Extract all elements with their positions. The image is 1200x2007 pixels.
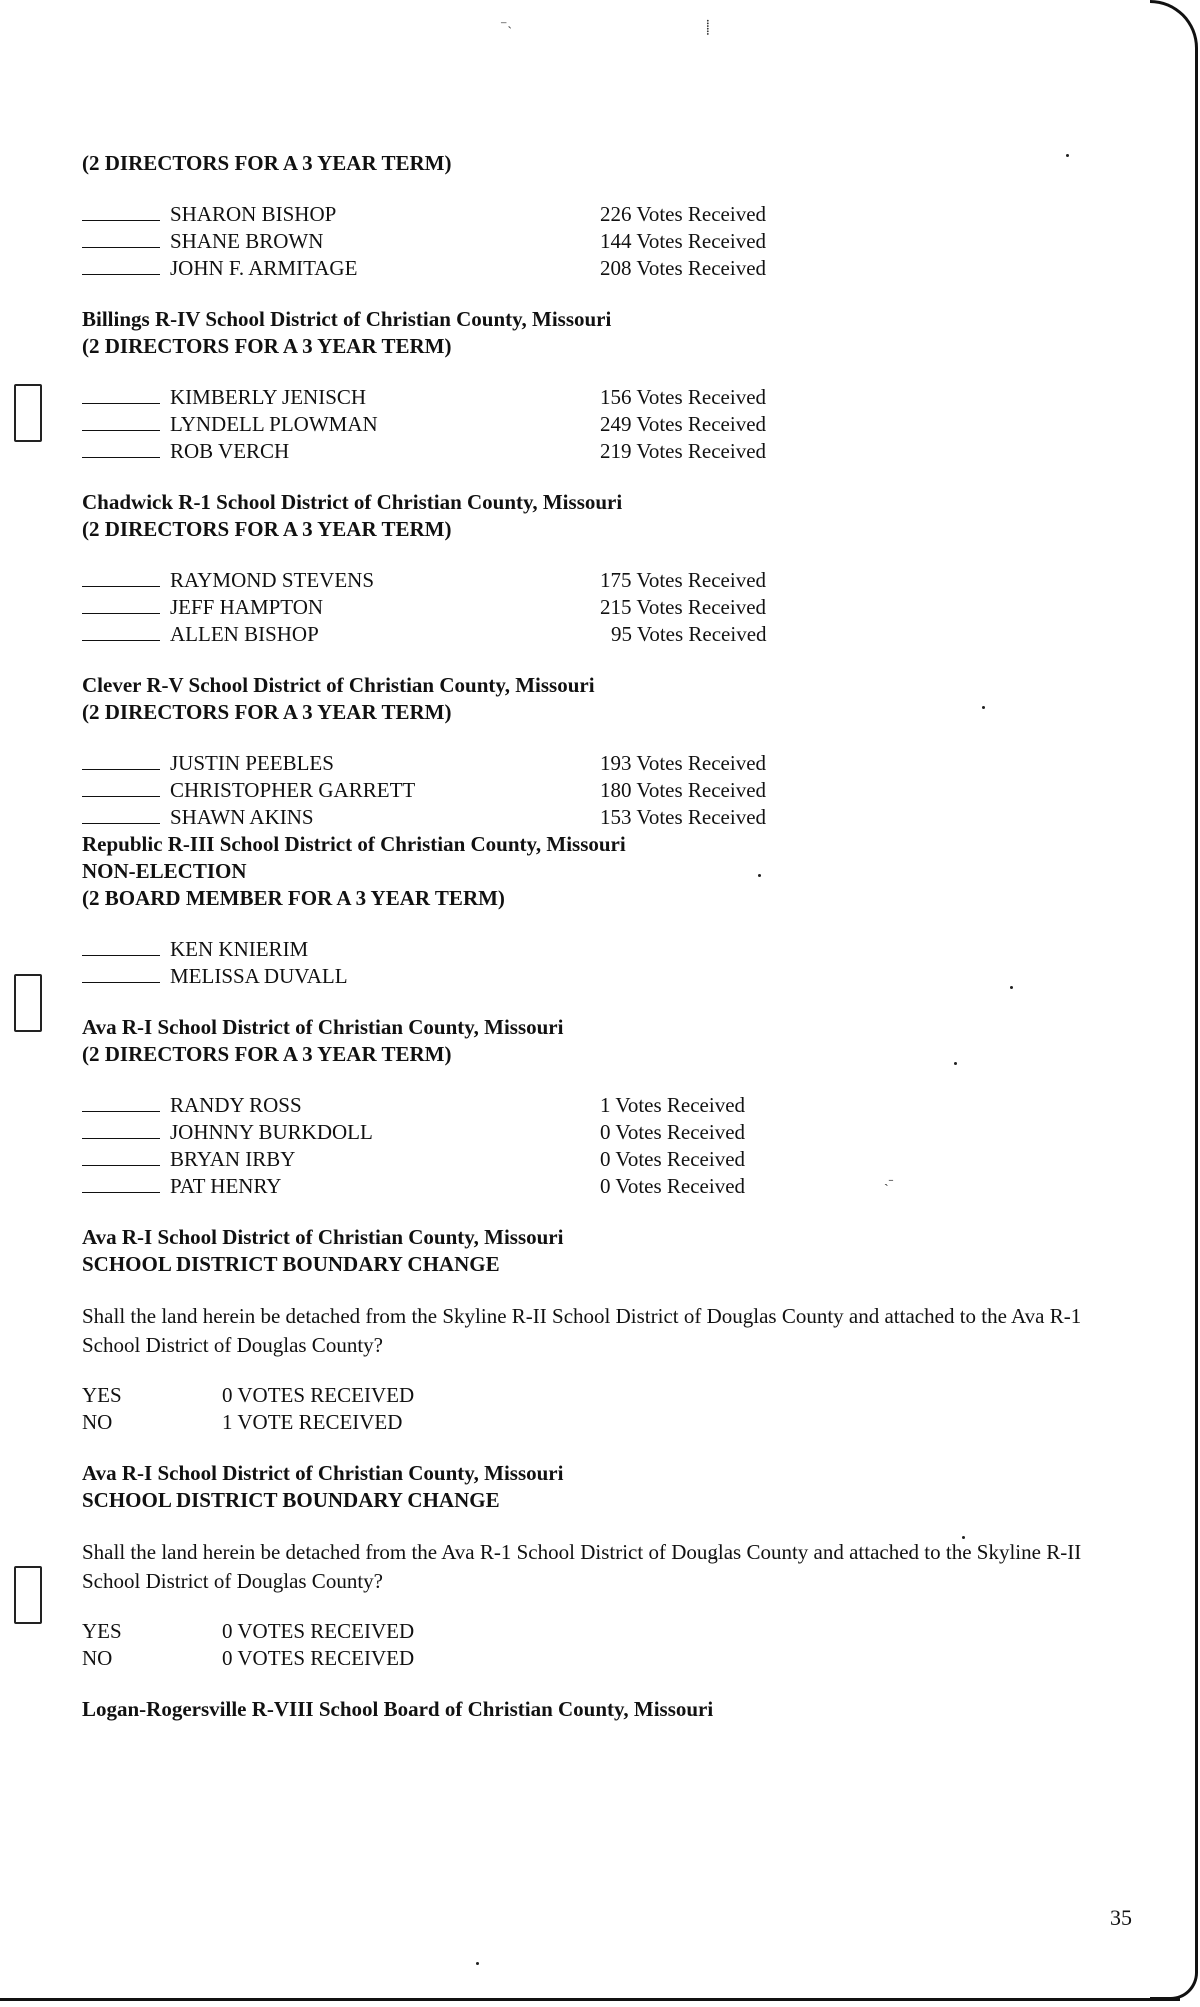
binder-hole xyxy=(14,974,42,1032)
tally-label: NO xyxy=(82,1646,113,1670)
candidate-row xyxy=(82,411,1102,438)
candidate-row xyxy=(82,750,1102,777)
boundary-change-section xyxy=(82,1224,1102,1436)
vote-blank xyxy=(82,1093,160,1112)
candidate-row xyxy=(82,804,1102,831)
candidate-name: JOHNNY BURKDOLL xyxy=(170,1120,373,1144)
candidate-row xyxy=(82,228,1102,255)
vote-blank xyxy=(82,439,160,458)
vote-tally xyxy=(82,1382,1102,1436)
scan-artifact: ⁻˴ xyxy=(500,19,513,34)
section-heading: (2 DIRECTORS FOR A 3 YEAR TERM) xyxy=(82,151,452,175)
district-heading: Ava R-I School District of Christian County, Missouri xyxy=(82,1461,564,1485)
candidate-row xyxy=(82,621,1102,648)
candidate-votes: 175 Votes Received xyxy=(600,568,767,592)
tally-row xyxy=(82,1409,1102,1436)
measure-heading: SCHOOL DISTRICT BOUNDARY CHANGE xyxy=(82,1252,500,1276)
vote-blank xyxy=(82,202,160,221)
candidate-votes: 219 Votes Received xyxy=(600,439,767,463)
page-number: 35 xyxy=(1110,1905,1132,1930)
candidate-row xyxy=(82,384,1102,411)
candidate-votes: 0 Votes Received xyxy=(600,1147,746,1171)
candidate-name: RANDY ROSS xyxy=(170,1093,302,1117)
candidate-name: LYNDELL PLOWMAN xyxy=(170,412,378,436)
district-heading: Republic R-III School District of Christian County, Missouri xyxy=(82,832,626,856)
election-section xyxy=(82,489,1102,648)
district-heading: Chadwick R-1 School District of Christian County, Missouri xyxy=(82,490,623,514)
term-heading: (2 DIRECTORS FOR A 3 YEAR TERM) xyxy=(82,1042,452,1066)
candidate-name: ROB VERCH xyxy=(170,439,290,463)
candidate-name: KEN KNIERIM xyxy=(170,937,309,961)
district-heading: Billings R-IV School District of Christian County, Missouri xyxy=(82,307,612,331)
vote-tally xyxy=(82,1618,1102,1672)
vote-blank xyxy=(82,229,160,248)
boundary-change-section xyxy=(82,1460,1102,1672)
candidate-votes: 0 Votes Received xyxy=(600,1120,746,1144)
candidate-votes: 226 Votes Received xyxy=(600,202,767,226)
district-heading: Ava R-I School District of Christian County, Missouri xyxy=(82,1015,564,1039)
candidate-row xyxy=(82,1092,1102,1119)
tally-row xyxy=(82,1645,1102,1672)
election-section xyxy=(82,150,1102,282)
vote-blank xyxy=(82,1147,160,1166)
scan-speck xyxy=(476,1962,479,1965)
election-section xyxy=(82,672,1102,831)
candidate-name: PAT HENRY xyxy=(170,1174,282,1198)
ballot-question: Shall the land herein be detached from the Skyline R-II School District of Douglas County and attached to the Ava R-1 School District of Douglas County? xyxy=(82,1304,1082,1357)
tally-label: NO xyxy=(82,1410,113,1434)
candidate-row xyxy=(82,438,1102,465)
candidate-votes: 193 Votes Received xyxy=(600,751,767,775)
candidate-votes: 249 Votes Received xyxy=(600,412,767,436)
candidate-name: SHANE BROWN xyxy=(170,229,324,253)
tally-value: 0 VOTES RECEIVED xyxy=(222,1646,415,1670)
document-body xyxy=(82,150,1102,1723)
candidate-row xyxy=(82,255,1102,282)
page-edge-border xyxy=(1150,0,1198,2000)
candidate-list xyxy=(82,384,1102,465)
page-bottom-border xyxy=(0,1998,1180,2001)
vote-blank xyxy=(82,1120,160,1139)
vote-blank xyxy=(82,385,160,404)
vote-blank xyxy=(82,568,160,587)
tally-label: YES xyxy=(82,1383,122,1407)
candidate-list xyxy=(82,1092,1102,1200)
candidate-list xyxy=(82,201,1102,282)
tally-row xyxy=(82,1618,1102,1645)
district-heading: Clever R-V School District of Christian County, Missouri xyxy=(82,673,595,697)
binder-hole xyxy=(14,1566,42,1624)
candidate-row xyxy=(82,1173,1102,1200)
candidate-list xyxy=(82,750,1102,831)
election-section xyxy=(82,1014,1102,1200)
tally-value: 1 VOTE RECEIVED xyxy=(222,1410,403,1434)
tally-label: YES xyxy=(82,1619,122,1643)
tally-row xyxy=(82,1382,1102,1409)
vote-blank xyxy=(82,622,160,641)
final-district-heading: Logan-Rogersville R-VIII School Board of Christian County, Missouri xyxy=(82,1697,714,1721)
candidate-votes: 0 Votes Received xyxy=(600,1174,746,1198)
vote-blank xyxy=(82,412,160,431)
candidate-votes: 1 Votes Received xyxy=(600,1093,746,1117)
candidate-name: BRYAN IRBY xyxy=(170,1147,296,1171)
candidate-votes: 180 Votes Received xyxy=(600,778,767,802)
vote-blank xyxy=(82,937,160,956)
vote-blank xyxy=(82,751,160,770)
candidate-name: JOHN F. ARMITAGE xyxy=(170,256,358,280)
candidate-votes: 156 Votes Received xyxy=(600,385,767,409)
candidate-name: ALLEN BISHOP xyxy=(170,622,319,646)
candidate-name: MELISSA DUVALL xyxy=(170,964,348,988)
term-heading: (2 DIRECTORS FOR A 3 YEAR TERM) xyxy=(82,517,452,541)
vote-blank xyxy=(82,256,160,275)
scan-artifact: ⸽ xyxy=(706,21,710,36)
candidate-votes: 144 Votes Received xyxy=(600,229,767,253)
candidate-row xyxy=(82,777,1102,804)
candidate-row xyxy=(82,936,1102,963)
candidate-name: JUSTIN PEEBLES xyxy=(170,751,334,775)
candidate-row xyxy=(82,567,1102,594)
vote-blank xyxy=(82,1174,160,1193)
candidate-row xyxy=(82,201,1102,228)
status-heading: NON-ELECTION xyxy=(82,859,247,883)
tally-value: 0 VOTES RECEIVED xyxy=(222,1619,415,1643)
scan-artifact: ˏ˗ xyxy=(884,1172,894,1187)
vote-blank xyxy=(82,805,160,824)
candidate-row xyxy=(82,1119,1102,1146)
candidate-votes: 215 Votes Received xyxy=(600,595,767,619)
candidate-votes: 153 Votes Received xyxy=(600,805,767,829)
candidate-row xyxy=(82,594,1102,621)
candidate-row xyxy=(82,1146,1102,1173)
vote-blank xyxy=(82,964,160,983)
candidate-name: KIMBERLY JENISCH xyxy=(170,385,367,409)
district-heading: Ava R-I School District of Christian County, Missouri xyxy=(82,1225,564,1249)
candidate-votes: 95 Votes Received xyxy=(611,622,767,646)
term-heading: (2 DIRECTORS FOR A 3 YEAR TERM) xyxy=(82,334,452,358)
candidate-name: CHRISTOPHER GARRETT xyxy=(170,778,416,802)
election-section xyxy=(82,306,1102,465)
ballot-question: Shall the land herein be detached from the Ava R-1 School District of Douglas County and attached to the Skyline R-II School District of Douglas County? xyxy=(82,1540,1082,1593)
candidate-row xyxy=(82,963,1102,990)
term-heading: (2 DIRECTORS FOR A 3 YEAR TERM) xyxy=(82,700,452,724)
vote-blank xyxy=(82,595,160,614)
vote-blank xyxy=(82,778,160,797)
candidate-list xyxy=(82,936,1102,990)
candidate-name: SHARON BISHOP xyxy=(170,202,337,226)
candidate-votes: 208 Votes Received xyxy=(600,256,767,280)
tally-value: 0 VOTES RECEIVED xyxy=(222,1383,415,1407)
candidate-name: RAYMOND STEVENS xyxy=(170,568,375,592)
measure-heading: SCHOOL DISTRICT BOUNDARY CHANGE xyxy=(82,1488,500,1512)
term-heading: (2 BOARD MEMBER FOR A 3 YEAR TERM) xyxy=(82,886,505,910)
candidate-list xyxy=(82,567,1102,648)
candidate-name: JEFF HAMPTON xyxy=(170,595,324,619)
candidate-name: SHAWN AKINS xyxy=(170,805,314,829)
binder-hole xyxy=(14,384,42,442)
election-section xyxy=(82,831,1102,990)
